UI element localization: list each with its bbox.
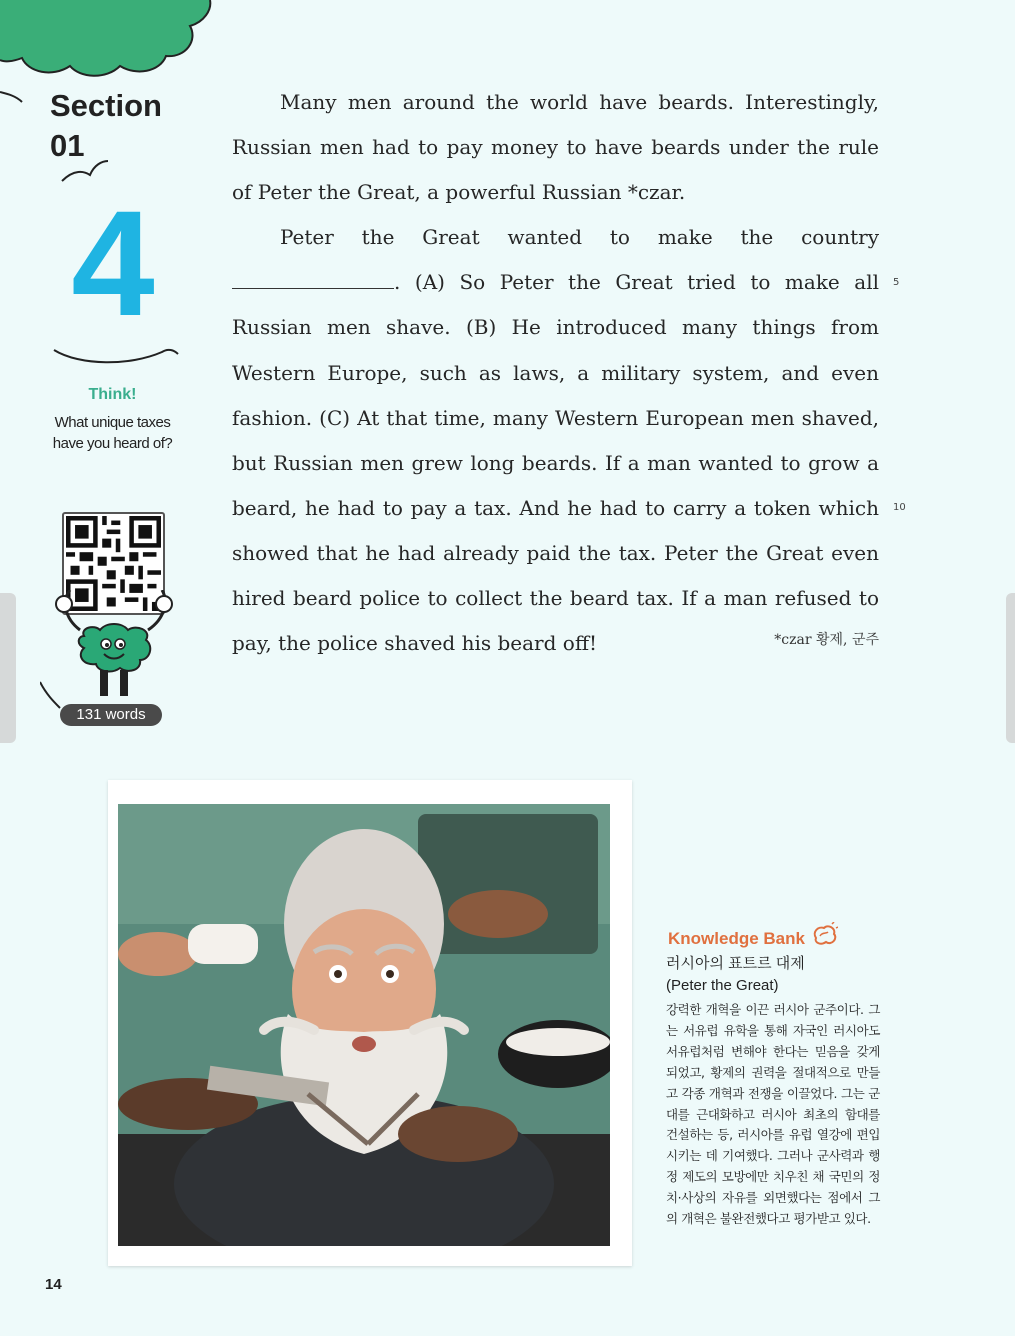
think-title: Think! (88, 386, 137, 403)
think-question-line: What unique taxes (54, 414, 171, 431)
footnote: *czar 황제, 군주 (774, 632, 879, 648)
knowledge-bank-body: 강력한 개혁을 이끈 러시아 군주이다. 그는 서유럽 유학을 통해 자국인 러시아도 서유럽처럼 변해야 한다는 믿음을 갖게 되었고, 황제의 권력을 절대적으로 만들고 각종 개혁과 전쟁을 이끌었다. 그는 군대를 근대화하고 러시아 최초의 함대를 건설하는 등, 러시아를 유럽 열강에 편입시키는 데 기여했다. 그러나 군사력과 행정 제도의 모방에만 치우친 채 국민의 정치·사상의 자유를 외면했다는 점에서 그의 개혁은 불완전했다고 평가받고 있다. (666, 1002, 880, 1227)
section-number: 01 (50, 128, 85, 163)
knowledge-bank-label: Knowledge Bank (668, 929, 805, 948)
smile-line-decoration (50, 338, 185, 370)
page-edge-tab-left (0, 593, 16, 743)
think-question-line: have you heard of? (52, 435, 173, 452)
knowledge-bank-subtitle (666, 953, 805, 997)
line-number-5: 5 (893, 277, 900, 288)
passage-paragraph-1: Many men around the world have beards. Interestingly, Russian men had to pay money to have beards under the rule of Peter the Great, a powerful Russian *czar. (232, 90, 879, 205)
brain-icon (812, 922, 838, 948)
knowledge-bank-title (668, 922, 838, 949)
knowledge-bank-subtitle-en: (Peter the Great) (666, 977, 779, 994)
bearded-man-photo (118, 804, 610, 1246)
unit-number: 4 (71, 179, 155, 347)
barbershop-illustration (118, 804, 610, 1246)
fill-in-blank[interactable] (232, 270, 394, 289)
section-label: Section (50, 88, 162, 123)
page-edge-tab-right (1006, 593, 1015, 743)
passage-paragraph-2 (232, 215, 879, 666)
passage-paragraph-2-body: (A) So Peter the Great tried to make all Russian men shave. (B) He introduced many things from Western Europe, such as laws, a military system, and even fashion. (C) At that time, many Western European men shaved, but Russian men grew long beards. If a man wanted to grow a beard, he had to pay a tax. And he had to carry a token which showed that he had already paid the tax. Peter the Great even hired beard police to collect the beard tax. If a man refused to pay, the police shaved his beard off! (232, 270, 880, 656)
page-number: 14 (45, 1276, 62, 1293)
reading-passage (232, 80, 879, 666)
knowledge-bank-subtitle-ko: 러시아의 표트르 대제 (666, 955, 805, 972)
passage-paragraph-2-period: . (394, 270, 401, 295)
line-number-10: 10 (893, 502, 906, 513)
think-question (40, 412, 185, 454)
passage-paragraph-2-lead: Peter the Great wanted to make the country (280, 225, 879, 250)
word-count-badge: 131 words (60, 704, 162, 726)
